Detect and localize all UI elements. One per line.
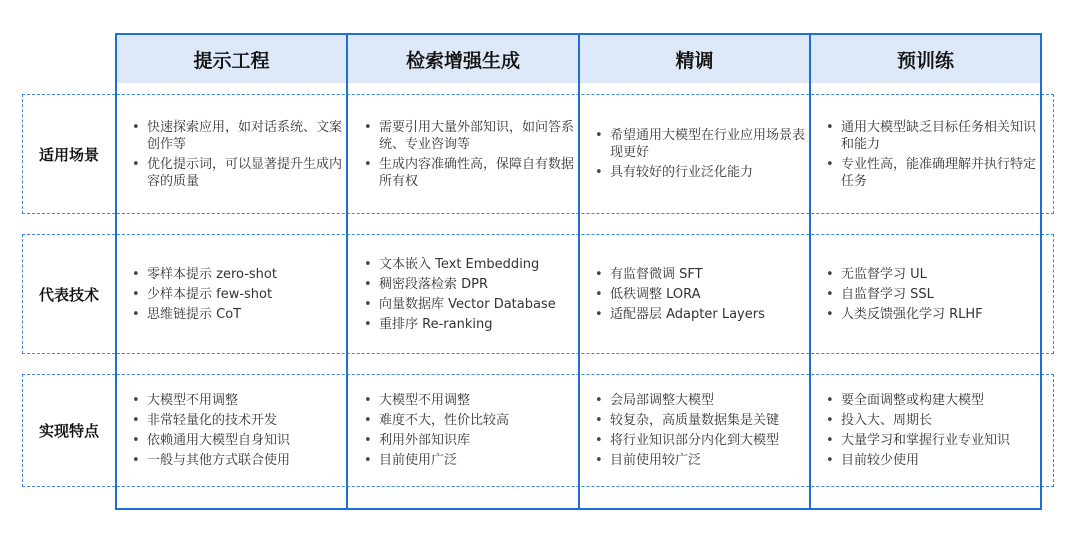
bullet-item <box>355 432 575 449</box>
bullet-item <box>586 412 806 429</box>
bullet-text: 快速探索应用，如对话系统、文案创作等 <box>147 119 343 152</box>
bullet-text: 少样本提示 few-shot <box>147 286 273 302</box>
bullet-dot-icon: • <box>132 393 140 408</box>
bullet-dot-icon: • <box>595 306 603 322</box>
bullet-list <box>586 124 806 184</box>
bullet-dot-icon: • <box>595 128 603 143</box>
bullet-dot-icon: • <box>595 453 603 468</box>
bullet-list <box>817 263 1037 326</box>
bullet-dot-icon: • <box>364 413 372 428</box>
bullet-item <box>355 296 575 313</box>
bullet-item <box>586 286 806 303</box>
bullet-text: 需要引用大量外部知识，如问答系统、专业咨询等 <box>379 119 575 152</box>
column-header-finetuning: 精调 <box>580 35 809 83</box>
bullet-text: 大模型不用调整 <box>147 393 239 408</box>
bullet-item <box>123 266 343 283</box>
bullet-dot-icon: • <box>132 306 140 322</box>
bullet-dot-icon: • <box>364 316 372 332</box>
bullet-text: 无监督学习 UL <box>841 266 927 282</box>
bullet-text: 利用外部知识库 <box>379 433 471 448</box>
bullet-text: 零样本提示 zero-shot <box>147 266 277 282</box>
bullet-text: 具有较好的行业泛化能力 <box>610 165 754 180</box>
bullet-text: 目前使用广泛 <box>379 453 458 468</box>
table-cell <box>123 96 343 212</box>
column-header-pretraining: 预训练 <box>811 35 1040 83</box>
bullet-item <box>586 432 806 449</box>
bullet-list <box>123 263 343 326</box>
bullet-item <box>817 306 1037 323</box>
bullet-item <box>355 452 575 469</box>
bullet-dot-icon: • <box>364 276 372 292</box>
bullet-text: 将行业知识部分内化到大模型 <box>610 433 780 448</box>
bullet-dot-icon: • <box>595 393 603 408</box>
bullet-dot-icon: • <box>826 306 834 322</box>
bullet-text: 较复杂，高质量数据集是关键 <box>610 413 780 428</box>
bullet-dot-icon: • <box>132 286 140 302</box>
table-cell <box>123 376 343 485</box>
bullet-text: 自监督学习 SSL <box>841 286 934 302</box>
bullet-item <box>817 119 1037 153</box>
bullet-list <box>817 116 1037 193</box>
bullet-text: 大模型不用调整 <box>379 393 471 408</box>
bullet-list <box>355 253 575 336</box>
table-cell <box>586 96 806 212</box>
bullet-text: 生成内容准确性高，保障自有数据所有权 <box>379 156 575 189</box>
bullet-item <box>123 392 343 409</box>
bullet-dot-icon: • <box>364 453 372 468</box>
table-cell <box>586 236 806 352</box>
bullet-item <box>817 392 1037 409</box>
bullet-item <box>355 119 575 153</box>
bullet-dot-icon: • <box>132 119 140 135</box>
table-cell <box>355 236 575 352</box>
bullet-item <box>817 156 1037 190</box>
bullet-item <box>817 452 1037 469</box>
bullet-item <box>123 306 343 323</box>
bullet-item <box>123 286 343 303</box>
bullet-item <box>817 286 1037 303</box>
bullet-item <box>586 306 806 323</box>
bullet-item <box>355 256 575 273</box>
bullet-dot-icon: • <box>595 165 603 180</box>
bullet-dot-icon: • <box>364 156 372 172</box>
table-cell <box>355 376 575 485</box>
bullet-item <box>123 119 343 153</box>
row-label-features: 实现特点 <box>38 422 99 440</box>
bullet-item <box>355 156 575 190</box>
bullet-dot-icon: • <box>595 286 603 302</box>
bullet-dot-icon: • <box>364 119 372 135</box>
bullet-text: 向量数据库 Vector Database <box>379 296 556 312</box>
table-cell <box>817 376 1037 485</box>
bullet-text: 稠密段落检索 DPR <box>379 276 489 292</box>
bullet-text: 人类反馈强化学习 RLHF <box>841 306 983 322</box>
bullet-list <box>123 116 343 193</box>
bullet-item <box>817 266 1037 283</box>
table-cell <box>355 96 575 212</box>
bullet-dot-icon: • <box>826 286 834 302</box>
table-cell <box>817 236 1037 352</box>
bullet-text: 目前使用较广泛 <box>610 453 702 468</box>
bullet-dot-icon: • <box>364 393 372 408</box>
bullet-item <box>817 432 1037 449</box>
bullet-text: 希望通用大模型在行业应用场景表现更好 <box>610 128 806 160</box>
bullet-text: 重排序 Re-ranking <box>379 316 493 332</box>
bullet-dot-icon: • <box>826 413 834 428</box>
bullet-item <box>586 392 806 409</box>
bullet-list <box>123 389 343 472</box>
bullet-dot-icon: • <box>132 453 140 468</box>
bullet-item <box>355 392 575 409</box>
bullet-list <box>817 389 1037 472</box>
bullet-dot-icon: • <box>132 413 140 428</box>
bullet-text: 通用大模型缺乏目标任务相关知识和能力 <box>841 119 1037 152</box>
bullet-text: 投入大、周期长 <box>841 413 933 428</box>
bullet-dot-icon: • <box>826 433 834 448</box>
bullet-dot-icon: • <box>364 296 372 312</box>
bullet-list <box>586 389 806 472</box>
bullet-dot-icon: • <box>364 256 372 272</box>
bullet-item <box>355 276 575 293</box>
bullet-item <box>817 412 1037 429</box>
bullet-dot-icon: • <box>364 433 372 448</box>
bullet-text: 目前较少使用 <box>841 453 920 468</box>
bullet-text: 专业性高，能准确理解并执行特定任务 <box>841 156 1037 189</box>
bullet-item <box>123 156 343 190</box>
bullet-item <box>123 452 343 469</box>
bullet-dot-icon: • <box>595 433 603 448</box>
bullet-item <box>586 127 806 161</box>
bullet-list <box>586 263 806 326</box>
bullet-item <box>355 412 575 429</box>
column-header-rag: 检索增强生成 <box>348 35 578 83</box>
column-header-prompt-engineering: 提示工程 <box>117 35 346 83</box>
bullet-text: 一般与其他方式联合使用 <box>147 453 291 468</box>
bullet-text: 低秩调整 LORA <box>610 286 701 302</box>
bullet-list <box>355 116 575 193</box>
bullet-item <box>586 266 806 283</box>
bullet-dot-icon: • <box>595 266 603 282</box>
bullet-dot-icon: • <box>826 119 834 135</box>
bullet-dot-icon: • <box>826 266 834 282</box>
bullet-text: 文本嵌入 Text Embedding <box>379 256 540 272</box>
bullet-dot-icon: • <box>132 156 140 172</box>
bullet-item <box>355 316 575 333</box>
bullet-list <box>355 389 575 472</box>
bullet-item <box>586 452 806 469</box>
table-cell <box>817 96 1037 212</box>
bullet-text: 思维链提示 CoT <box>147 306 242 322</box>
bullet-text: 大量学习和掌握行业专业知识 <box>841 433 1011 448</box>
bullet-item <box>123 412 343 429</box>
bullet-item <box>586 164 806 181</box>
bullet-text: 要全面调整或构建大模型 <box>841 393 985 408</box>
bullet-text: 优化提示词，可以显著提升生成内容的质量 <box>147 156 343 189</box>
bullet-item <box>123 432 343 449</box>
bullet-dot-icon: • <box>826 393 834 408</box>
bullet-text: 难度不大，性价比较高 <box>379 413 510 428</box>
bullet-text: 会局部调整大模型 <box>610 393 715 408</box>
table-cell <box>123 236 343 352</box>
bullet-text: 非常轻量化的技术开发 <box>147 413 278 428</box>
bullet-text: 适配器层 Adapter Layers <box>610 306 765 322</box>
row-label-techniques: 代表技术 <box>38 285 99 304</box>
bullet-dot-icon: • <box>826 453 834 468</box>
bullet-dot-icon: • <box>132 433 140 448</box>
bullet-text: 有监督微调 SFT <box>610 266 703 282</box>
bullet-dot-icon: • <box>132 266 140 282</box>
table-cell <box>586 376 806 485</box>
bullet-text: 依赖通用大模型自身知识 <box>147 433 291 448</box>
row-label-scenarios: 适用场景 <box>38 145 99 164</box>
bullet-dot-icon: • <box>595 413 603 428</box>
bullet-dot-icon: • <box>826 156 834 172</box>
